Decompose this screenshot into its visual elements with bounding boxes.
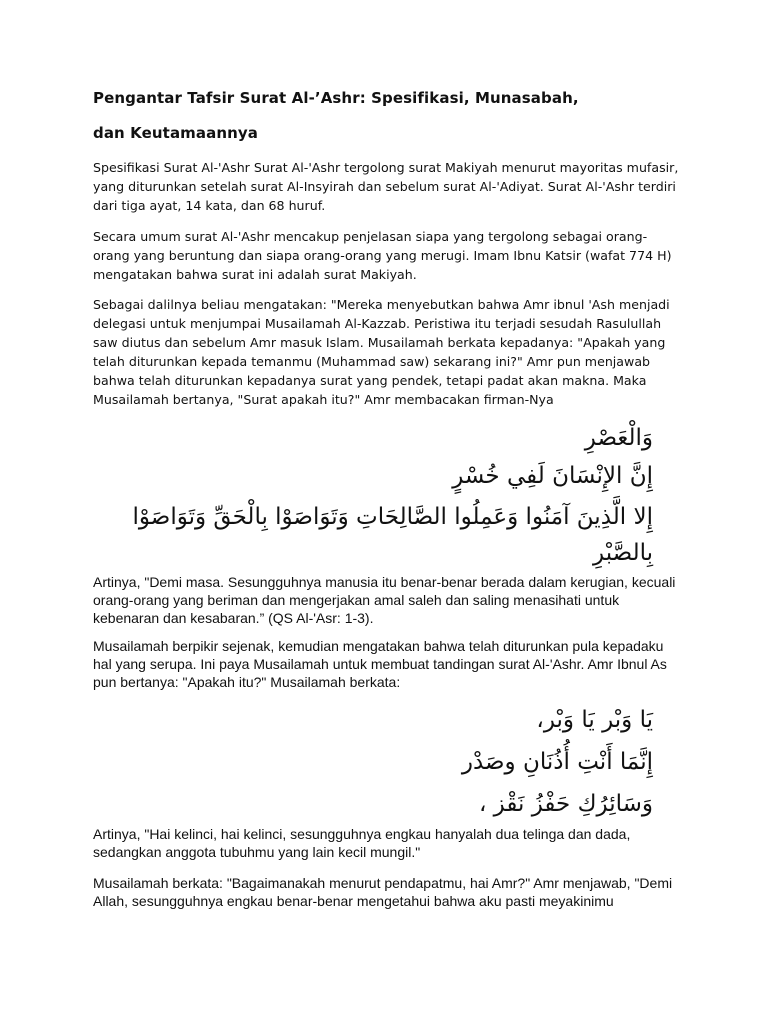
- arabic-musailamah-1: يَا وَبْر يَا وَبْر،: [536, 707, 653, 733]
- paragraph-amr-answer: Musailamah berkata: "Bagaimanakah menurut pendapatmu, hai Amr?" Amr menjawab, "Demi Allah, sesungguhnya engkau benar-benar mengetahui bahwa aku pasti meyakinimu: [93, 875, 673, 909]
- paragraph-specification: Spesifikasi Surat Al-'Ashr Surat Al-'Ashr tergolong surat Makiyah menurut mayoritas mufasir, yang diturunkan setelah surat Al-Insyirah dan sebelum surat Al-'Adiyat. Surat Al-'Ashr terdiri dari tiga ayat, 14 kata, dan 68 huruf.: [93, 160, 679, 213]
- page-title-line-1: Pengantar Tafsir Surat Al-’Ashr: Spesifikasi, Munasabah,: [93, 89, 579, 107]
- paragraph-translation-musailamah: Artinya, "Hai kelinci, hai kelinci, sesungguhnya engkau hanyalah dua telinga dan dada, sedangkan anggota tubuhmu yang lain kecil mungil.": [93, 826, 631, 860]
- arabic-verses-asr: [93, 420, 653, 571]
- paragraph-overview: Secara umum surat Al-'Ashr mencakup penjelasan siapa yang tergolong sebagai orang-orang yang beruntung dan siapa orang-orang yang merugi. Imam Ibnu Katsir (wafat 774 H) mengatakan bahwa surat ini adalah surat Makiyah.: [93, 229, 672, 282]
- page-title-line-2: dan Keutamaannya: [93, 124, 258, 142]
- paragraph-story: Sebagai dalilnya beliau mengatakan: "Mereka menyebutkan bahwa Amr ibnul 'Ash menjadi delegasi untuk menjumpai Musailamah Al-Kazzab. Peristiwa itu terjadi sesudah Rasulullah saw diutus dan sebelum Amr masuk Islam. Musailamah berkata kepadanya: "Apakah yang telah diturunkan kepada temanmu (Muhammad saw) sekarang ini?" Amr pun menjawab bahwa telah diturunkan kepadanya surat yang pendek, tetapi padat akan makna. Maka Musailamah bertanya, "Surat apakah itu?" Amr membacakan firman-Nya: [93, 297, 670, 407]
- arabic-verse-2: إِنَّ الإِنْسَانَ لَفِي خُسْرٍ: [452, 463, 653, 489]
- arabic-verse-3a: إِلا الَّذِينَ آمَنُوا وَعَمِلُوا الصَّالِحَاتِ وَتَوَاصَوْا بِالْحَقِّ وَتَوَاصَوْا: [132, 504, 653, 530]
- arabic-verses-musailamah: [93, 702, 653, 822]
- arabic-verse-3b: بِالصَّبْرِ: [593, 540, 653, 566]
- paragraph-translation-asr: Artinya, "Demi masa. Sesungguhnya manusia itu benar-benar berada dalam kerugian, kecuali orang-orang yang beriman dan mengerjakan amal saleh dan saling menasihati untuk kebenaran dan kesabaran.” (QS Al-'Asr: 1-3).: [93, 574, 676, 626]
- arabic-musailamah-3: وَسَائِرُكِ حَفْزُ نَقْز ،: [478, 791, 653, 817]
- paragraph-musailamah: Musailamah berpikir sejenak, kemudian mengatakan bahwa telah diturunkan pula kepadaku hal yang serupa. Ini paya Musailamah untuk membuat tandingan surat Al-'Ashr. Amr Ibnul As pun bertanya: "Apakah itu?" Musailamah berkata:: [93, 638, 667, 690]
- arabic-musailamah-2: إِنَّمَا أَنْتِ أُذُنَانِ وصَدْر: [461, 749, 653, 775]
- arabic-verse-1: وَالْعَصْرِ: [584, 425, 653, 451]
